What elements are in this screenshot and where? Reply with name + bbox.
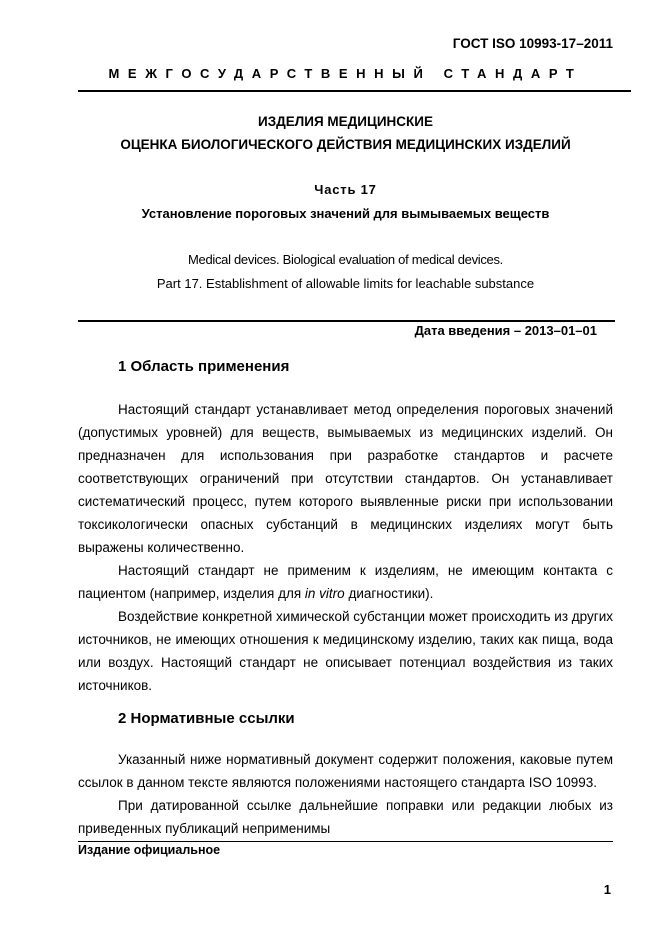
section-2-heading: 2 Нормативные ссылки [118, 710, 295, 727]
page-number: 1 [603, 882, 611, 897]
footer-divider [78, 841, 613, 842]
part-subtitle: Установление пороговых значений для вымываемых веществ [141, 206, 550, 221]
section-1-paragraph-2-end: диагностики). [344, 586, 434, 601]
in-vitro-term: in vitro [304, 586, 345, 601]
section-1-paragraph-1: Настоящий стандарт устанавливает метод определения пороговых значений (допустимых уровней) для веществ, вымываемых из медицинских изделий. Он предназначен для использования при разработке стандартов и расчете соответствующих ограничений при отсутствии стандартов. Он устанавливает систематический процесс, путем которого выявленные риски при использовании токсикологически опасных субстанций в медицинских изделиях могут быть выражены количественно. [78, 402, 613, 555]
interstate-standard-label: МЕЖГОСУДАРСТВЕННЫЙ СТАНДАРТ [108, 66, 583, 81]
header-divider [78, 90, 631, 92]
section-1-paragraph-2-text: Настоящий стандарт не применим к изделиям, не имеющим контакта с пациентом (например, изделия для [78, 563, 613, 601]
english-title-line-1: Medical devices. Biological evaluation of medical devices. [188, 252, 503, 267]
standard-code: ГОСТ ISO 10993-17–2011 [452, 36, 613, 51]
section-2-paragraph-1: Указанный ниже нормативный документ содержит положения, каковые путем ссылок в данном тексте являются положениями настоящего стандарта ISO 10993. [78, 752, 613, 790]
introduction-date: Дата введения – 2013–01–01 [414, 323, 597, 338]
title-line-1: ИЗДЕЛИЯ МЕДИЦИНСКИЕ [258, 114, 433, 129]
section-2-paragraph-2: При датированной ссылке дальнейшие поправки или редакции любых из приведенных публикаций неприменимы [78, 798, 613, 836]
section-2-body [78, 748, 613, 840]
official-edition-label: Издание официальное [78, 843, 221, 857]
title-line-2: ОЦЕНКА БИОЛОГИЧЕСКОГО ДЕЙСТВИЯ МЕДИЦИНСКИХ ИЗДЕЛИЙ [120, 137, 571, 152]
part-label: Часть 17 [314, 182, 377, 197]
section-1-heading: 1 Область применения [118, 358, 290, 375]
section-1-paragraph-3: Воздействие конкретной химической субстанции может происходить из других источников, не имеющих отношения к медицинскому изделию, таких как пища, вода или воздух. Настоящий стандарт не описывает потенциал воздействия из таких источников. [78, 609, 613, 693]
title-divider [78, 320, 615, 322]
english-title-line-2: Part 17. Establishment of allowable limits for leachable substance [156, 276, 535, 291]
section-1-body [78, 398, 613, 697]
section-1-paragraph-2 [78, 559, 613, 605]
